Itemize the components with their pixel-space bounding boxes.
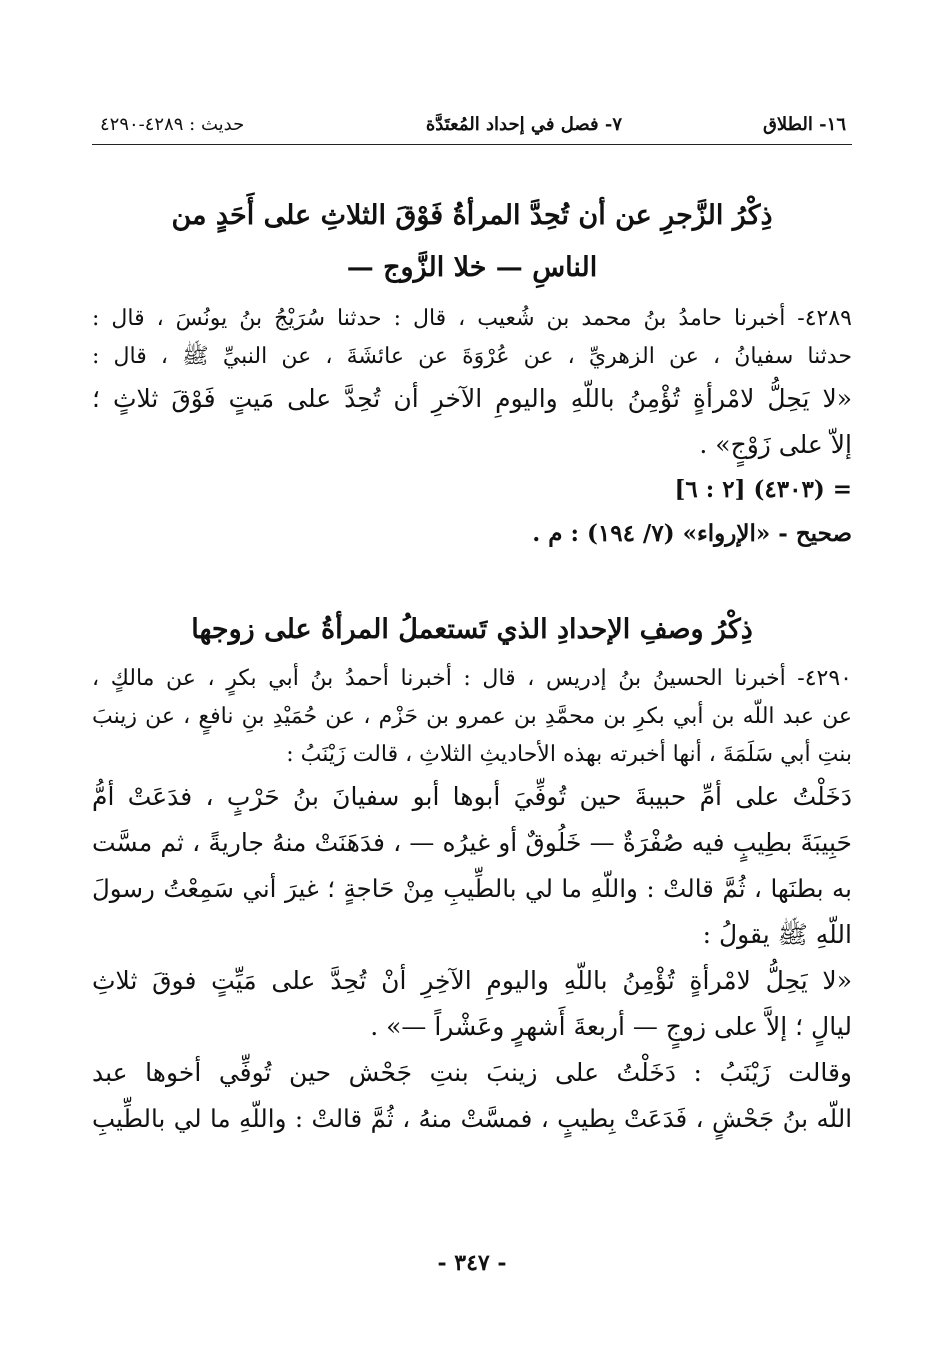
document-page — [92, 100, 852, 1340]
hadith-4290-quote-line: «لا يَحِلُّ لامْرأةٍ تُؤْمِنُ باللّهِ واليومِ الآخِرِ أنْ تُحِدَّ على مَيِّتٍ فوقَ ثلاثِ — [92, 966, 852, 995]
hadith-4289-line: ٤٢٨٩- أخبرنا حامدُ بنُ محمد بن شُعيب ، قال : حدثنا سُرَيْجُ بنُ يونُسَ ، قال : — [92, 306, 852, 331]
chapter-title-line-1: ذِكْرُ الزَّجرِ عن أن تُحِدَّ المرأةُ فَوْقَ الثلاثِ على أَحَدٍ من — [171, 200, 773, 231]
running-header — [92, 108, 852, 145]
hadith-4289 — [92, 300, 852, 556]
hadith-4289-grade: صحيح - «الإرواء» (٧/ ١٩٤) : م . — [532, 520, 852, 547]
hadith-4289-reference: = (٤٣٠٣) [٢ : ٦] — [674, 476, 852, 503]
hadith-4290-narrative-line: حَبِيبَةَ بطِيبٍ فيه صُفْرَةٌ — خَلُوقٌ أو غيرُه — ، فدَهَنَتْ منهُ جاريةً ، ثم مسَّت — [92, 828, 852, 857]
section-title: ذِكْرُ وصفِ الإحدادِ الذي تَستعملُ المرأةُ على زوجها — [191, 614, 753, 645]
hadith-4290 — [92, 660, 852, 1142]
hadith-4290-narrative-line: اللّهِ ﷺ يقولُ : — [702, 920, 852, 949]
hadith-4289-line: حدثنا سفيانُ ، عن الزهريِّ ، عن عُرْوَةَ عن عائشَةَ ، عن النبيِّ ﷺ ، قال : — [92, 344, 852, 369]
hadith-4290-continuation-line: اللّه بنُ جَحْشٍ ، فَدَعَتْ بِطيبٍ ، فمسَّتْ منهُ ، ثُمَّ قالتْ : واللّهِ ما لي بالطِّيبِ — [92, 1104, 852, 1133]
hadith-4290-narrative-line: دَخَلْتُ على أمِّ حبيبةَ حين تُوفِّيَ أبوها أبو سفيانَ بنُ حَرْبٍ ، فدَعَتْ أمُّ — [92, 782, 852, 811]
hadith-4290-continuation-line: وقالت زَيْنَبُ : دَخَلْتُ على زينبَ بنتِ جَحْش حين تُوفِّي أخوها عبد — [92, 1058, 852, 1087]
hadith-4290-narrative-line: به بطنَها ، ثُمَّ قالتْ : واللّهِ ما لي بالطِّيبِ مِنْ حَاجةٍ ؛ غيرَ أني سَمِعْتُ رسولَ — [92, 874, 852, 903]
hadith-4290-isnad-line: ٤٢٩٠- أخبرنا الحسينُ بنُ إدريس ، قال : أخبرنا أحمدُ بنُ أبي بكرٍ ، عن مالكٍ ، — [92, 666, 852, 691]
hadith-4290-quote-line: ليالٍ ؛ إلاَّ على زوجٍ — أربعةَ أَشهرٍ وعَشْراً —» . — [370, 1012, 852, 1041]
hadith-4289-quote-line: إلاّ على زَوْجٍ» . — [699, 430, 852, 459]
header-chapter: ١٦- الطلاق — [762, 114, 846, 135]
hadith-4290-isnad-line: بنتِ أبي سَلَمَةَ ، أنها أخبرته بهذه الأحاديثِ الثلاثِ ، قالت زَيْنَبُ : — [286, 742, 852, 767]
page-number: - ٣٤٧ - — [437, 1250, 507, 1276]
chapter-title-line-2: الناسِ — خلا الزَّوج — — [346, 252, 598, 283]
hadith-4290-isnad-line: عن عبد اللّه بن أبي بكرِ بن محمَّدِ بن عمرو بن حَزْم ، عن حُمَيْدِ بنِ نافعٍ ، عن زينبَ — [92, 704, 852, 729]
header-hadith-range: حديث : ٤٢٨٩-٤٢٩٠ — [100, 114, 245, 135]
chapter-title — [92, 190, 852, 294]
hadith-4289-quote-line: «لا يَحِلُّ لامْرأةٍ تُؤْمِنُ باللّهِ واليومِ الآخرِ أن تُحِدَّ على مَيتٍ فَوْقَ ثلاثٍ ؛ — [92, 384, 852, 413]
header-section: ٧- فصل في إحداد المُعتَدَّة — [425, 114, 622, 135]
